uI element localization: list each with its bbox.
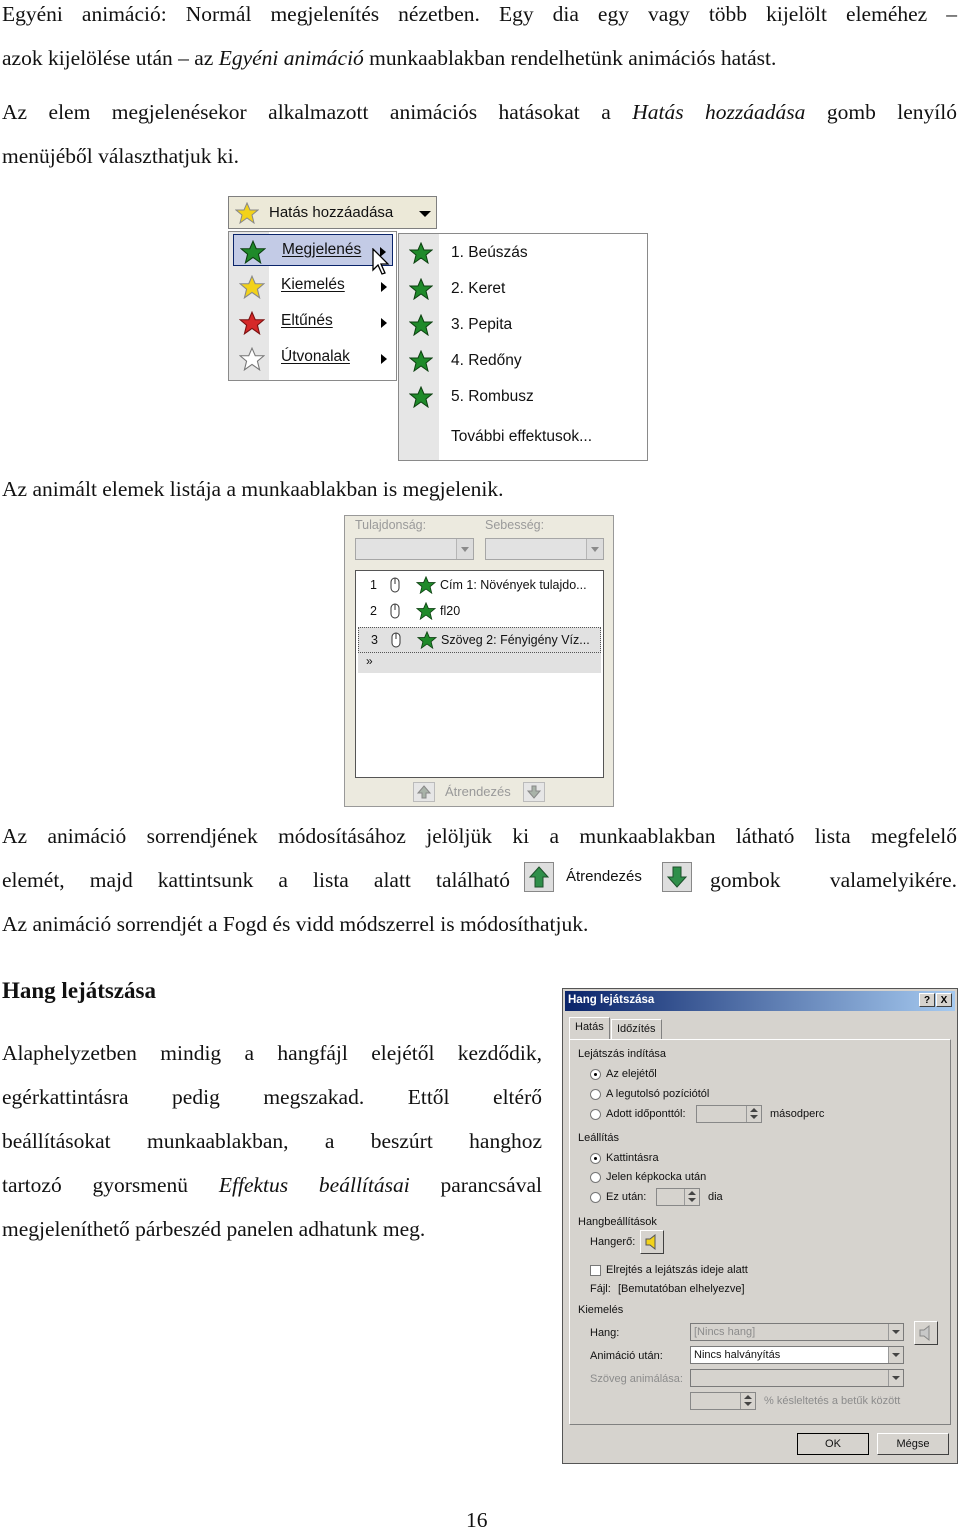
- move-down-button[interactable]: [523, 782, 545, 802]
- tab-effect[interactable]: Hatás: [569, 1017, 610, 1039]
- cancel-button[interactable]: Mégse: [877, 1433, 949, 1455]
- ok-button[interactable]: OK: [797, 1433, 869, 1455]
- mouse-icon: [389, 631, 403, 652]
- delay-spinner[interactable]: [690, 1392, 756, 1410]
- speed-combo[interactable]: [485, 538, 604, 560]
- menu-item-entrance[interactable]: Megjelenés: [233, 234, 393, 266]
- submenu-item-fly-in[interactable]: 1. Beúszás: [403, 236, 643, 270]
- list-intro-paragraph: Az animált elemek listája a munkaablakban is megjelenik.: [2, 477, 504, 501]
- down-arrow-icon: [662, 862, 692, 892]
- submenu-item-checkerboard[interactable]: 3. Pepita: [403, 308, 643, 342]
- move-up-button[interactable]: [413, 782, 435, 802]
- radio-after-slide[interactable]: [590, 1172, 601, 1183]
- menu-item-exit[interactable]: Eltűnés: [233, 306, 393, 338]
- dialog-panel: Lejátszás indítása Az elejétől A legutolsó pozíciótól Adott időponttól: másodperc Leállítás Kattintásra Jelen képkocka után Ez után: dia Hangbeállítások Hangerő: Elrejtés a lejátszás ideje alatt Fájl: [Bemutatóban elhelyezve] Kiemelés Hang: [Nincs hang] Animáció után: Nincs halványítás Szöveg animálása: % késleltetés a betűk között: [569, 1039, 951, 1425]
- animation-list[interactable]: [355, 570, 604, 778]
- speed-label: Sebesség:: [485, 518, 545, 532]
- menu-paragraph-line-2: menüjéből választhatjuk ki.: [2, 144, 240, 168]
- star-icon: [235, 202, 259, 228]
- radio-after-n[interactable]: [590, 1192, 601, 1203]
- menu-paragraph-line-1: Az elem megjelenésekor alkalmazott animációs hatásokat a Hatás hozzáadása gomb lenyíló: [2, 100, 958, 124]
- section-heading: Hang lejátszása: [2, 978, 156, 1003]
- inline-reorder-buttons: Átrendezés: [524, 862, 694, 894]
- dropdown-arrow-icon: [419, 211, 431, 217]
- emphasis-star-icon: [239, 275, 265, 304]
- text-animation-combo[interactable]: [690, 1369, 904, 1387]
- dialog-title: Hang lejátszása: [568, 994, 655, 1006]
- add-effect-label: Hatás hozzáadása: [269, 204, 394, 221]
- menu-item-emphasis[interactable]: Kiemelés: [233, 270, 393, 302]
- list-item[interactable]: 1 Cím 1: Növények tulajdo...: [358, 573, 601, 597]
- custom-animation-list-figure: [344, 515, 614, 807]
- sound-combo[interactable]: [Nincs hang]: [690, 1323, 904, 1341]
- sound-dialog: [562, 988, 958, 1464]
- property-combo[interactable]: [355, 538, 474, 560]
- help-button[interactable]: ?: [919, 993, 935, 1007]
- green-star-icon: [409, 242, 433, 269]
- intro-line-1: Egyéni animáció: Normál megjelenítés nézetben. Egy dia egy vagy több kijelölt eleméhez –: [2, 2, 957, 26]
- speaker-icon: [641, 1231, 663, 1253]
- add-effect-menu-figure: [228, 196, 648, 462]
- after-animation-combo[interactable]: Nincs halványítás: [690, 1346, 904, 1364]
- submenu-item-more-effects[interactable]: További effektusok...: [451, 428, 593, 445]
- submenu-arrow-icon: [381, 318, 387, 328]
- intro-line-2: azok kijelölése után – az Egyéni animáció munkaablakban rendelhetünk animációs hatást.: [2, 46, 777, 70]
- green-star-icon: [409, 278, 433, 305]
- tab-timing[interactable]: Időzítés: [611, 1019, 662, 1039]
- mouse-icon: [388, 602, 402, 623]
- green-star-icon: [409, 386, 433, 413]
- reorder-label: Átrendezés: [445, 784, 511, 799]
- list-item[interactable]: 2 fl20: [358, 599, 601, 623]
- list-item-selected[interactable]: 3 Szöveg 2: Fényigény Víz...: [358, 627, 601, 653]
- menu-item-motion-paths[interactable]: Útvonalak: [233, 342, 393, 374]
- motion-path-star-icon: [239, 347, 265, 376]
- green-star-icon: [416, 576, 436, 597]
- radio-from-last[interactable]: [590, 1089, 601, 1100]
- submenu-item-box[interactable]: 2. Keret: [403, 272, 643, 306]
- expand-row[interactable]: [358, 653, 601, 673]
- start-time-spinner[interactable]: [696, 1105, 762, 1123]
- up-arrow-icon: [524, 862, 554, 892]
- slides-spinner[interactable]: [656, 1188, 700, 1206]
- dialog-titlebar: [565, 991, 955, 1011]
- green-star-icon: [417, 631, 437, 652]
- green-star-icon: [409, 350, 433, 377]
- exit-star-icon: [239, 311, 265, 340]
- submenu-arrow-icon: [381, 354, 387, 364]
- mouse-icon: [388, 576, 402, 597]
- menu-paragraph: [2, 90, 957, 178]
- add-effect-button[interactable]: [228, 196, 437, 229]
- sound-paragraph: Alaphelyzetben mindig a hangfájl elejétől kezdődik, egérkattintásra pedig megszakad. Ettől eltérő beállításokat munkaablakban, a beszúrt hanghoz tartozó gyorsmenü Effektus beállításai parancsával megjeleníthető párbeszéd panelen adhatunk meg.: [2, 1041, 542, 1241]
- entrance-submenu: [398, 233, 648, 461]
- radio-from-time[interactable]: [590, 1109, 601, 1120]
- intro-paragraph: [2, 0, 957, 80]
- page-number: 16: [466, 1508, 488, 1532]
- radio-on-click[interactable]: [590, 1153, 601, 1164]
- green-star-icon: [409, 314, 433, 341]
- submenu-item-diamond[interactable]: 5. Rombusz: [403, 380, 643, 414]
- submenu-arrow-icon: [381, 282, 387, 292]
- reorder-paragraph: Az animáció sorrendjének módosításához jelöljük ki a munkaablakban látható lista megfelelő elemét, majd kattintsunk a lista alatt található gombok valamelyikére. Az animáció sorrendjét a Fogd és vidd módszerrel is módosíthatjuk.: [2, 824, 957, 936]
- close-button[interactable]: X: [936, 993, 952, 1007]
- property-label: Tulajdonság:: [355, 518, 427, 532]
- volume-button[interactable]: [640, 1230, 664, 1254]
- double-chevron-down-icon: »: [366, 654, 373, 668]
- mouse-cursor-icon: [372, 248, 390, 281]
- hide-checkbox[interactable]: [590, 1265, 601, 1276]
- green-star-icon: [416, 602, 436, 623]
- speaker-icon: [915, 1322, 937, 1344]
- submenu-item-blinds[interactable]: 4. Redőny: [403, 344, 643, 378]
- sound-play-button[interactable]: [914, 1321, 938, 1345]
- entrance-star-icon: [240, 240, 266, 269]
- radio-from-start[interactable]: [590, 1069, 601, 1080]
